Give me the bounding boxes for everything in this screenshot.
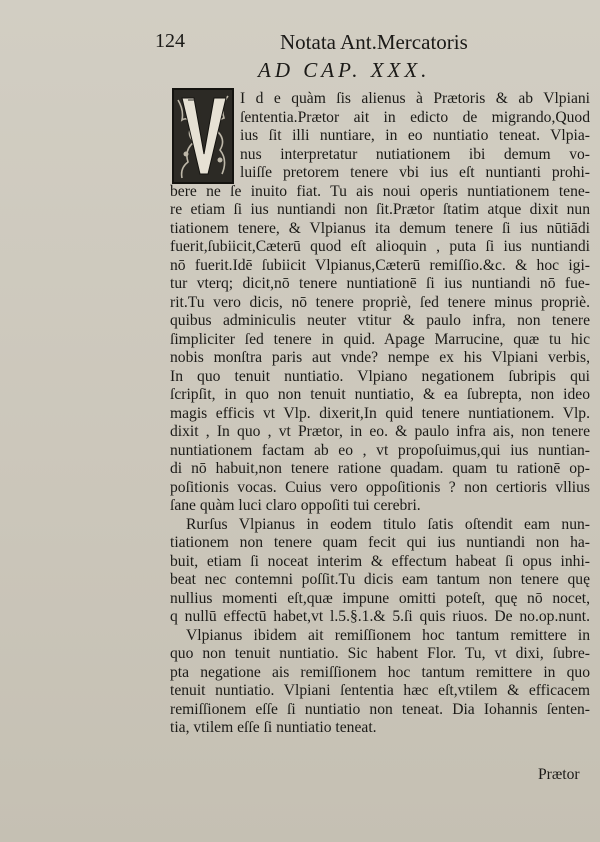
- text-line: rit.Tu vero dicis, nō tenere propriè, ſed tenere minus propriè.: [170, 293, 590, 311]
- text-line: Vlpianus ibidem ait remiſſionem hoc tantum remittere in: [186, 626, 590, 644]
- text-line: buit, etiam ſi noceat interim & effectum habeat ſi opus inhi-: [170, 552, 590, 570]
- body-text: [170, 90, 590, 738]
- catchword: Prætor: [538, 766, 580, 783]
- text-line: I d e quàm ſis alienus à Prætoris & ab Vlpiani: [240, 90, 590, 107]
- text-line: luiſſe pretorem tenere vbi ius eſt nuntianti prohi-: [240, 164, 590, 181]
- text-line: beat nec contemni poſſit.Tu dicis eam tantum non tenere quę: [170, 571, 590, 588]
- chapter-heading: AD CAP. XXX.: [258, 58, 431, 82]
- text-line: nus interpretatur nutiationem ibi demum vo-: [240, 145, 590, 163]
- text-line: poſitionis vocas. Cuius vero oppoſitionis ? non certioris vllius: [170, 478, 590, 496]
- text-line: nō fuerit.Idē ſubiicit Vlpianus,Cæterū remiſſio.&c. & hoc igi-: [170, 256, 590, 274]
- text-line: ſententia.Prætor ait in edicto de migrando,Quod: [240, 108, 590, 126]
- text-line: tia, vtilem eſſe ſi nuntiatio teneat.: [170, 719, 377, 736]
- text-line: q nullū effectū habet,vt l.5.§.1.& 5.ſi quis riuos. De no.op.nunt.: [170, 608, 590, 625]
- text-line: tiationem non tenere quam fecit qui ius nuntiandi non ha-: [170, 534, 590, 551]
- text-line: tenuit nuntiatio. Vlpiani ſententia hæc eſt,vtilem & efficacem: [170, 682, 590, 699]
- text-line: pta negatione ais remiſſionem hoc tantum remittere in quo: [170, 663, 590, 681]
- text-line: tur vterq; dicit,nō tenere nuntiationē ſi ius nuntiandi nō fue-: [170, 275, 590, 292]
- text-line: nuntiationem factam ab eo , vt propoſuimus,qui ius nuntian-: [170, 441, 590, 459]
- text-line: remiſſionem eſſe ſi nuntiatio non teneat. Dia Iohannis ſenten-: [170, 700, 590, 718]
- page-number: 124: [155, 30, 185, 52]
- text-line: re etiam ſi ius nuntiandi non ſit.Prætor ſtatim atque dixit nun: [170, 201, 590, 218]
- text-line: nobis monſtra paris aut vnde? nempe ex his Vlpiani verbis,: [170, 349, 590, 366]
- text-line: In quo tenuit nuntiatio. Vlpiano negationem ſubripis qui: [170, 367, 590, 385]
- text-line: quo non tenuit nuntiatio. Sic habent Flor. Tu, vt dixi, ſubre-: [170, 645, 590, 662]
- text-line: dixit , In quo , vt Prætor, in eo. & paulo infra ais, non tenere: [170, 423, 590, 440]
- text-line: di nō habuit,non tenere ratione quadam. quam tu rationē op-: [170, 460, 590, 477]
- text-line: ius ſit illi nuntiare, in eo nuntiatio teneat. Vlpia-: [240, 127, 590, 144]
- text-line: nullius momenti eſt,quæ impune omitti poteſt, quę nō nocet,: [170, 589, 590, 607]
- text-line: quibus adminiculis neuter vtitur & paulo infra, non tenere: [170, 312, 590, 329]
- running-title: Notata Ant.Mercatoris: [280, 30, 468, 54]
- text-line: bere ne ſe inuito fiat. Tu ais noui operis nuntiationem tene-: [170, 182, 590, 200]
- text-line: Rurſus Vlpianus in eodem titulo ſatis oſtendit eam nun-: [186, 515, 590, 533]
- text-line: fuerit,ſubiicit,Cæterū quod eſt alioquin , puta ſi ius nuntiandi: [170, 238, 590, 255]
- text-line: magis efficis vt Vlp. dixerit,In quid tenere nuntiationem. Vlp.: [170, 404, 590, 422]
- text-line: tiationem tenere, & Vlpianus ita demum tenere ſi ius nūtiādi: [170, 219, 590, 237]
- text-line: ſimpliciter ſed tenere in quid. Apage Marrucine, quæ tu hic: [170, 330, 590, 348]
- text-line: ſcripſit, in quo non tenuit nuntiatio, & ea ſubrepta, non ideo: [170, 386, 590, 403]
- running-head: [155, 30, 595, 58]
- text-line: ſane quàm luci claro oppoſiti tui cerebri.: [170, 497, 421, 514]
